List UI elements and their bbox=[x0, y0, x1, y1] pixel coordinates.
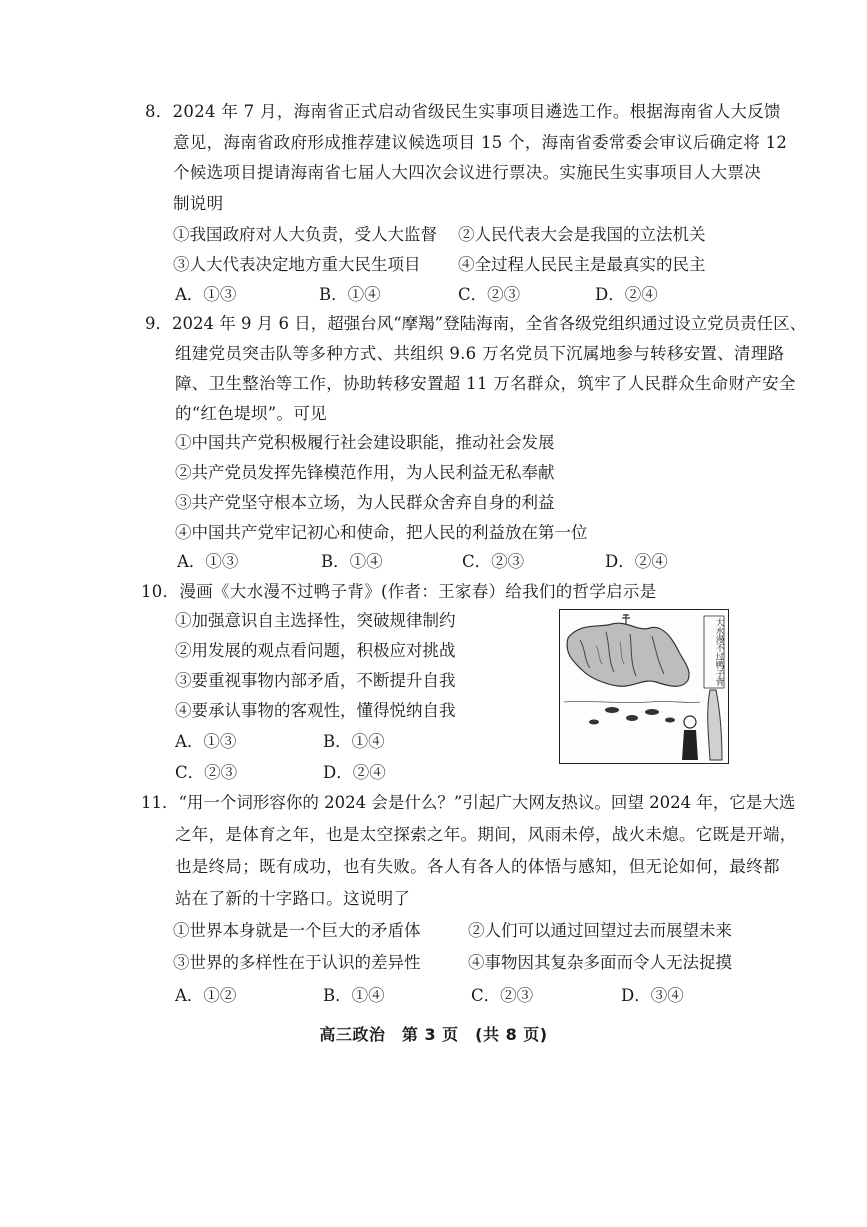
q9-line: 障、卫生整治等工作，协助转移安置超 11 万名群众，筑牢了人民群众生命财产安全 bbox=[175, 374, 796, 393]
q9-choice-d[interactable]: D．②④ bbox=[605, 552, 668, 571]
q10-choice-a[interactable]: A．①③ bbox=[175, 732, 237, 751]
q11-statement-2: ②人们可以通过回望过去而展望未来 bbox=[468, 921, 732, 940]
q8-choice-c[interactable]: C．②③ bbox=[458, 285, 521, 304]
q10-statement-1: ①加强意识自主选择性，突破规律制约 bbox=[175, 611, 456, 630]
q11-line: 也是终局；既有成功，也有失败。各人有各人的体悟与感知，但无论如何，最终都 bbox=[175, 857, 780, 876]
q8-statement-1: ①我国政府对人大负责，受人大监督 bbox=[173, 225, 437, 244]
q9-choice-a[interactable]: A．①③ bbox=[177, 552, 239, 571]
q11-statement-4: ④事物因其复杂多面而令人无法捉摸 bbox=[468, 953, 732, 972]
q8-statement-2: ②人民代表大会是我国的立法机关 bbox=[458, 225, 706, 244]
cartoon-image bbox=[559, 609, 729, 764]
q11-statement-3: ③世界的多样性在于认识的差异性 bbox=[173, 953, 421, 972]
q10-line: 10．漫画《大水漫不过鸭子背》(作者：王家春）给我们的哲学启示是 bbox=[141, 582, 657, 601]
q8-choice-d[interactable]: D．②④ bbox=[595, 285, 658, 304]
q10-statement-2: ②用发展的观点看问题，积极应对挑战 bbox=[175, 641, 456, 660]
q11-choice-a[interactable]: A．①② bbox=[175, 986, 237, 1005]
q10-statement-4: ④要承认事物的客观性，懂得悦纳自我 bbox=[175, 701, 456, 720]
q11-choice-c[interactable]: C．②③ bbox=[471, 986, 534, 1005]
q11-line: 站在了新的十字路口。这说明了 bbox=[175, 889, 411, 908]
q9-line: 9．2024 年 9 月 6 日，超强台风“摩羯”登陆海南，全省各级党组织通过设立党员责任区、 bbox=[145, 314, 807, 333]
q11-choice-d[interactable]: D．③④ bbox=[621, 986, 684, 1005]
q9-statement-2: ②共产党员发挥先锋模范作用，为人民利益无私奉献 bbox=[175, 463, 555, 482]
q10-choice-d[interactable]: D．②④ bbox=[323, 763, 386, 782]
q8-choice-a[interactable]: A．①③ bbox=[175, 285, 237, 304]
q10-statement-3: ③要重视事物内部矛盾，不断提升自我 bbox=[175, 671, 456, 690]
q8-line: 制说明 bbox=[173, 194, 224, 213]
q9-choice-c[interactable]: C．②③ bbox=[462, 552, 525, 571]
q9-line: 的“红色堤坝”。可见 bbox=[175, 404, 327, 423]
q10-choice-c[interactable]: C．②③ bbox=[175, 763, 238, 782]
q8-choice-b[interactable]: B．①④ bbox=[319, 285, 381, 304]
q8-line: 8．2024 年 7 月，海南省正式启动省级民生实事项目遴选工作。根据海南省人大反馈 bbox=[145, 102, 781, 121]
cartoon-title: 大水漫不过鸭子背 bbox=[714, 618, 724, 686]
q10-choice-b[interactable]: B．①④ bbox=[323, 732, 385, 751]
q8-line: 意见，海南省政府形成推荐建议候选项目 15 个，海南省委常委会审议后确定将 12 bbox=[173, 133, 788, 152]
q11-statement-1: ①世界本身就是一个巨大的矛盾体 bbox=[173, 921, 421, 940]
q9-statement-4: ④中国共产党牢记初心和使命，把人民的利益放在第一位 bbox=[175, 523, 588, 542]
q11-choice-b[interactable]: B．①④ bbox=[323, 986, 385, 1005]
q9-statement-1: ①中国共产党积极履行社会建设职能，推动社会发展 bbox=[175, 433, 555, 452]
q8-statement-4: ④全过程人民民主是最真实的民主 bbox=[458, 255, 706, 274]
page-footer: 高三政治 第 3 页 (共 8 页) bbox=[319, 1025, 548, 1044]
q8-statement-3: ③人大代表决定地方重大民生项目 bbox=[173, 255, 421, 274]
q9-choice-b[interactable]: B．①④ bbox=[321, 552, 383, 571]
q11-line: 之年，是体育之年，也是太空探索之年。期间，风雨未停，战火未熄。它既是开端， bbox=[175, 825, 797, 844]
q8-line: 个候选项目提请海南省七届人大四次会议进行票决。实施民生实事项目人大票决 bbox=[173, 163, 761, 182]
q9-line: 组建党员突击队等多种方式、共组织 9.6 万名党员下沉属地参与转移安置、清理路 bbox=[175, 344, 785, 363]
q9-statement-3: ③共产党坚守根本立场，为人民群众舍弃自身的利益 bbox=[175, 493, 555, 512]
q11-line: 11．“用一个词形容你的 2024 会是什么？”引起广大网友热议。回望 2024 年，它是大选 bbox=[141, 793, 796, 812]
